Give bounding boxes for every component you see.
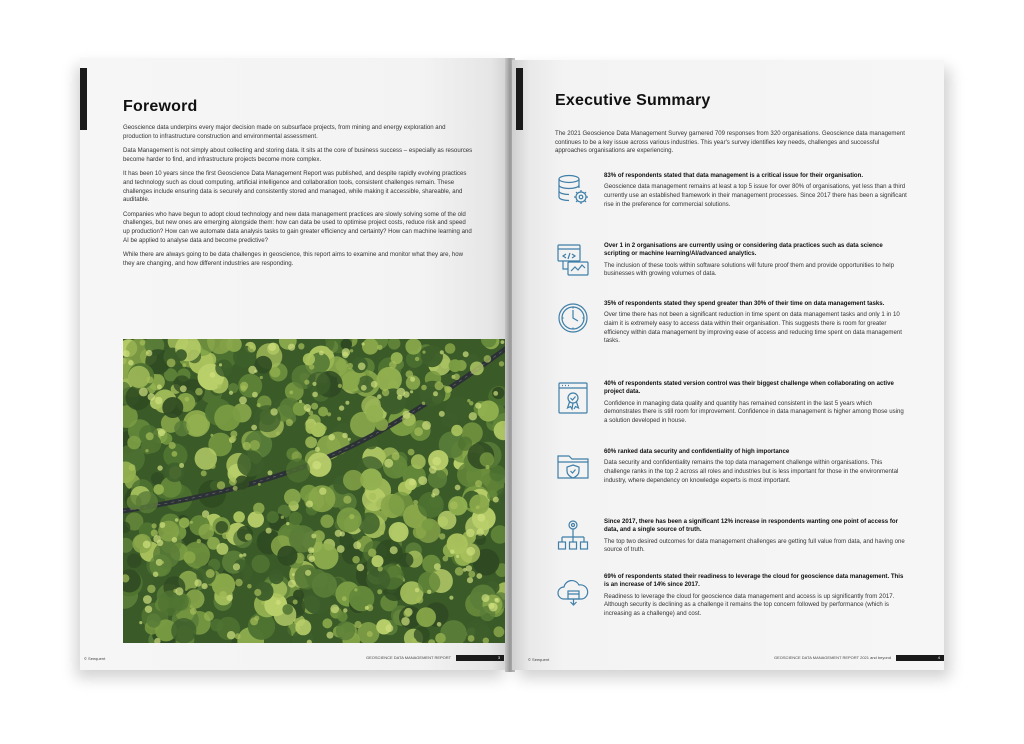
- left-footer-copyright: © Seequent: [84, 656, 106, 661]
- executive-summary-title: Executive Summary: [555, 92, 711, 109]
- foreword-paragraph: Data Management is not simply about collecting and storing data. It sits at the core of business success – especially as resources become harder to find, and infrastructure projects become more complex.: [123, 147, 473, 163]
- finding-body: The inclusion of these tools within software solutions will future proof them and provide opportunities to help businesses with growing volumes of data.: [604, 261, 894, 278]
- right-footer-copyright: © Seequent: [528, 657, 550, 662]
- finding-body: Data security and confidentiality remains the top data management challenge within organisations. This challenge ranks in the top 2 across all roles and industries but is less important for those in the environmental industry, where dependency on knowledge experts is most important.: [604, 459, 899, 484]
- secure-folder-icon: [555, 448, 591, 484]
- foreword-text: [123, 124, 473, 274]
- finding-heading: 83% of respondents stated that data management is a critical issue for their organisation.: [604, 172, 864, 179]
- left-footer: [366, 655, 504, 661]
- finding-heading: Over 1 in 2 organisations are currently using or considering data practices such as data science scripting or machine learning/AI/advanced analytics.: [604, 242, 883, 258]
- code-analytics-icon: [555, 242, 591, 278]
- version-certificate-icon: [555, 380, 591, 416]
- foreword-paragraph: Geoscience data underpins every major decision made on subsurface projects, from mining and energy exploration and production to infrastructure construction and environmental assessment.: [123, 124, 446, 140]
- right-footer: [774, 655, 944, 661]
- finding-heading: 40% of respondents stated version control was their biggest challenge when collaborating on active project data.: [604, 380, 894, 396]
- right-page-number: 4: [896, 655, 944, 661]
- clock-icon: [555, 300, 591, 336]
- foreword-paragraph: It has been 10 years since the first Geoscience Data Management Report was published, and despite rapidly evolving practices and technology such as cloud computing, artificial intelligence and collaboration tools, consistent challenges remain. These challenges include ensuring data is securely and consistently stored and managed, while making it accessible, shareable, and auditable.: [123, 170, 467, 204]
- finding-body: The top two desired outcomes for data management challenges are getting full value from data, and having one source of truth.: [604, 537, 905, 554]
- finding-body: Confidence in managing data quality and quantity has remained consistent in the last 5 years which demonstrates there is still room for improvement. Confidence in data management is higher among those using a solution developed in house.: [604, 399, 904, 424]
- forest-canopy-illustration: [123, 339, 508, 643]
- right-accent-bar: [516, 68, 523, 130]
- summary-intro: The 2021 Geoscience Data Management Survey garnered 709 responses from 320 organisations. Geoscience data management continues to be a key issue across various industries. This year's survey identifies key needs, challenges and successful approaches organisations are experiencing.: [555, 130, 905, 155]
- finding-body: Readiness to leverage the cloud for geoscience data management and access is up significantly from 2017. Although security is declining as a challenge it remains the top concern followed by performance (which is increasing as a challenge) and cost.: [604, 592, 895, 617]
- forest-road-aerial-photo: [123, 339, 508, 643]
- finding-heading: 60% ranked data security and confidentiality of high importance: [604, 448, 790, 455]
- finding-body: Over time there has not been a significant reduction in time spent on data management tasks and only 1 in 10 claim it is extremely easy to access data within their organisation. This suggests there is room for greater efficiency within data management by improving ease of access and reducing time spent on data management tasks.: [604, 311, 902, 345]
- foreword-title: Foreword: [123, 98, 198, 115]
- finding-body: Geoscience data management remains at least a top 5 issue for over 80% of organisations, yet less than a third currently use an established framework in their management processes. Since 2017 there has been a significant rise in the preference for commercial solutions.: [604, 183, 907, 208]
- finding-heading: 69% of respondents stated their readiness to leverage the cloud for geoscience data management. This is an increase of 14% since 2017.: [604, 573, 904, 589]
- hierarchy-icon: [555, 518, 591, 554]
- foreword-paragraph: Companies who have begun to adopt cloud technology and new data management practices are slowly solving some of the old challenges, but new ones are emerging alongside them: how can data be used to optimise project costs, reduce risk and speed up production? How can we automate data analysis tasks to gain greater efficiency and certainty? How can machine learning and AI be applied to analyse data and become predictive?: [123, 210, 472, 244]
- right-footer-report-name: GEOSCIENCE DATA MANAGEMENT REPORT 2021 and beyond: [774, 655, 892, 661]
- foreword-paragraph: While there are always going to be data challenges in geoscience, this report aims to examine and monitor what they are, how they are changing, and how different industries are responding.: [123, 251, 464, 267]
- left-accent-bar: [80, 68, 87, 130]
- left-page-number: 3: [456, 655, 504, 661]
- database-gear-icon: [555, 172, 591, 208]
- left-page: [80, 58, 508, 670]
- finding-heading: Since 2017, there has been a significant 12% increase in respondents wanting one point of access for data, and a single source of truth.: [604, 518, 898, 534]
- left-footer-report-name: GEOSCIENCE DATA MANAGEMENT REPORT: [366, 655, 452, 661]
- cloud-icon: [555, 573, 591, 609]
- finding-heading: 35% of respondents stated they spend greater than 30% of their time on data management tasks.: [604, 300, 885, 307]
- right-page: [512, 60, 944, 670]
